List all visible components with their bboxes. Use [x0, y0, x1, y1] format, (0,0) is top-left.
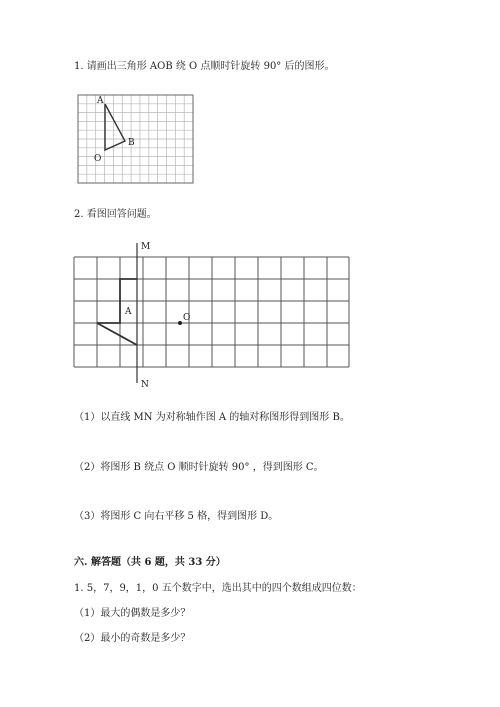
label-o: O	[94, 154, 102, 164]
question-2-sub-1: （1）以直线 MN 为对称轴作图 A 的轴对称图形得到图形 B。	[74, 412, 350, 423]
label-n: N	[141, 380, 149, 390]
label-a: A	[97, 96, 104, 106]
label-b: B	[128, 138, 135, 148]
section-6-sub-2: （2）最小的奇数是多少？	[74, 633, 191, 644]
question-1-text: 1. 请画出三角形 AOB 绕 O 点顺时针旋转 90° 后的图形。	[74, 61, 335, 72]
section-6-question-1: 1. 5，7，9，1，0 五个数字中，选出其中的四个数组成四位数：	[74, 583, 362, 594]
label-m: M	[141, 242, 151, 252]
question-2-sub-3: （3）将图形 C 向右平移 5 格，得到图形 D。	[74, 511, 279, 522]
section-6-sub-1: （1）最大的偶数是多少？	[74, 608, 191, 619]
question-2-sub-2: （2）将图形 B 绕点 O 顺时针旋转 90° ，得到图形 C。	[74, 462, 324, 473]
section-6-heading: 六. 解答题（共 6 题，共 33 分）	[74, 557, 226, 568]
grid-figure-2	[74, 243, 364, 388]
label-a-fig: A	[125, 307, 132, 317]
point-o	[178, 321, 182, 325]
grid-figure-1	[78, 95, 193, 183]
question-2-text: 2. 看图回答问题。	[74, 209, 157, 220]
label-o-point: O	[183, 313, 191, 323]
